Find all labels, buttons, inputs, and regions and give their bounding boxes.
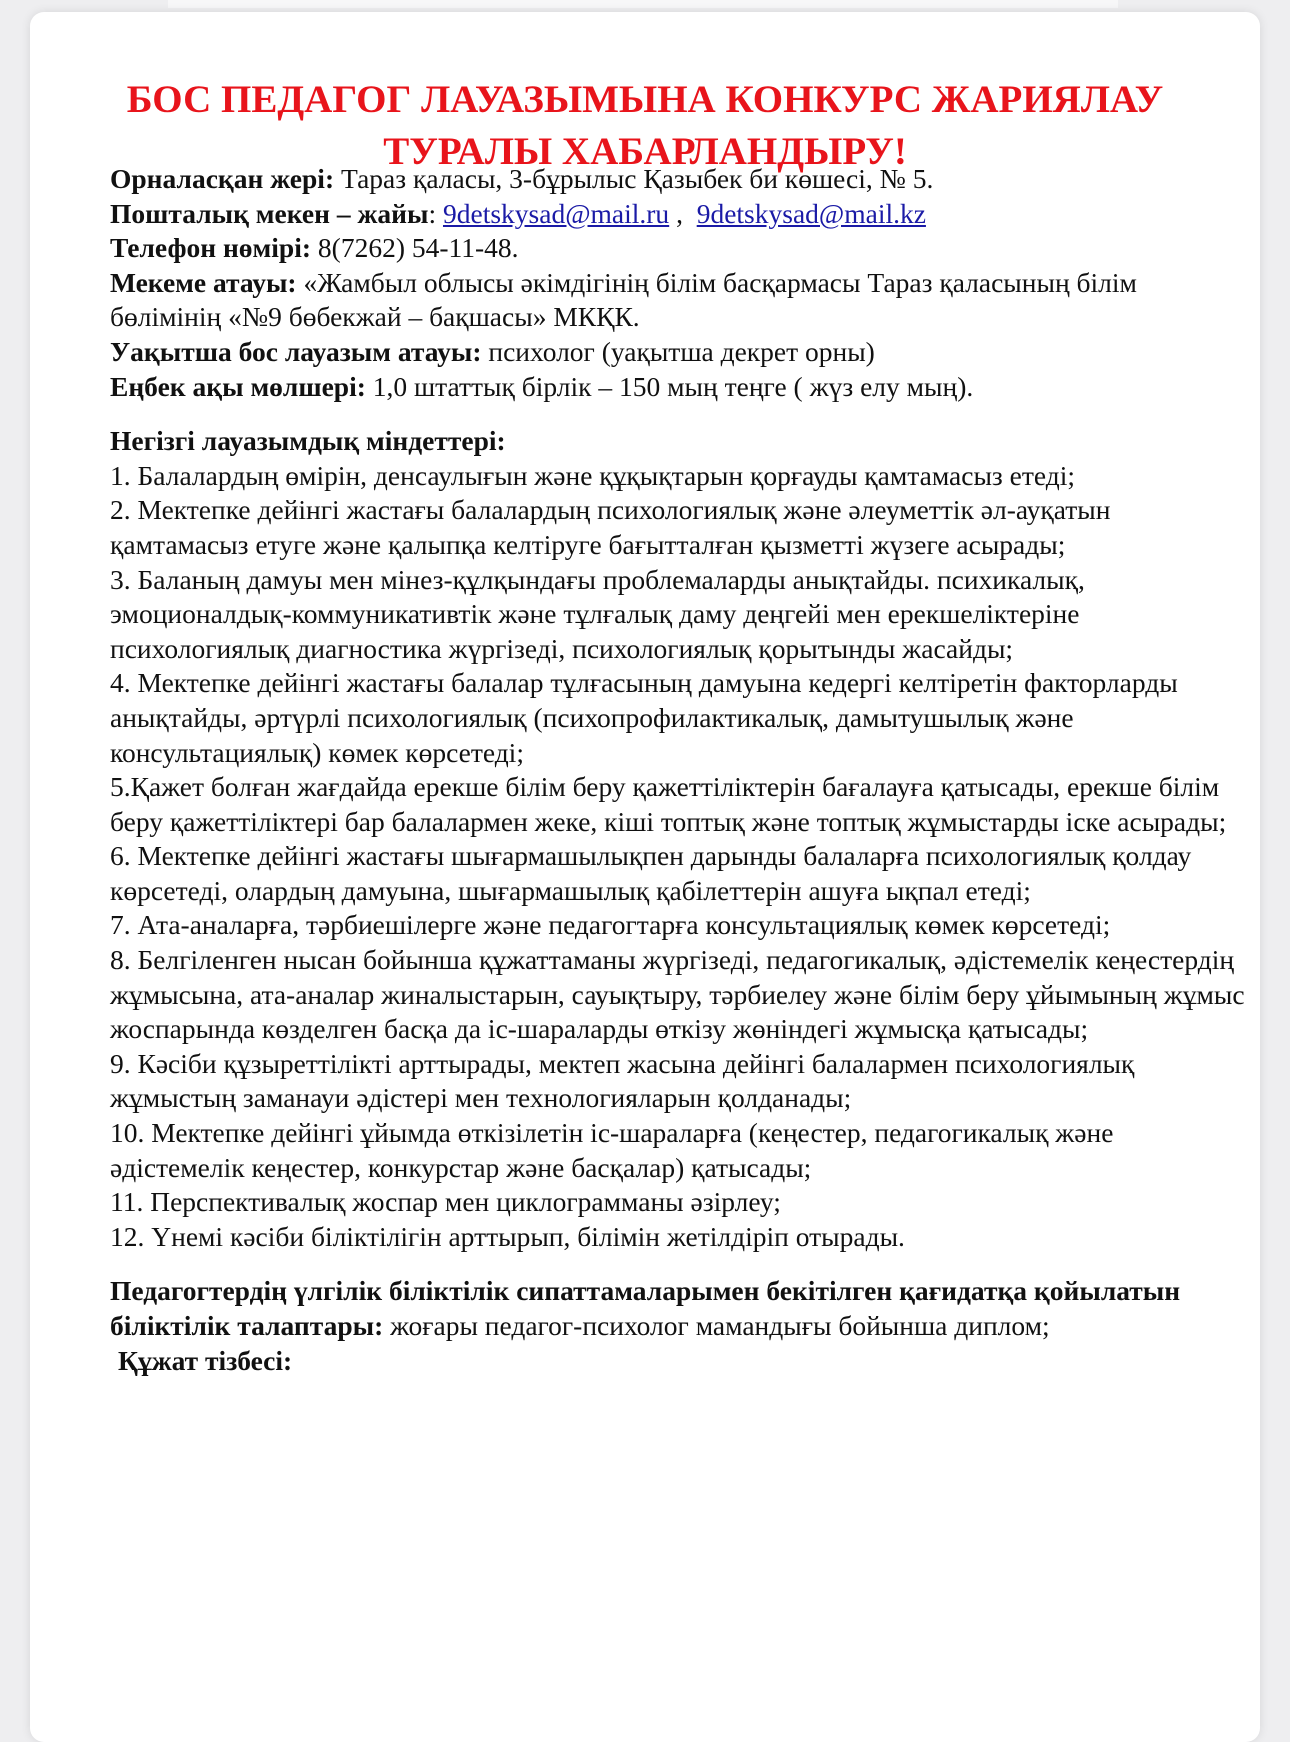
position-line [110,335,1250,370]
institution-line [110,266,1250,335]
documents-heading: Құжат тізбесі: [118,1344,293,1376]
email-link-kz[interactable]: 9detskysad@mail.kz [696,197,926,229]
duty-item-9: 9. Кәсіби құзыреттілікті арттырады, мектеп жасына дейінгі балалармен психологиялық жұмыстың заманауи әдістері мен технологияларын қолданады; [110,1047,1135,1114]
duty-item-3: 3. Баланың дамуы мен мінез-құлқындағы проблемаларды анықтайды. психикалық, эмоционалдық-коммуникативтік және тұлғалық даму деңгейі мен ерекшеліктеріне психологиялық диагностика жүргізеді, психологиялық қорытынды жасайды; [110,563,1085,664]
duty-item-12: 12. Үнемі кәсіби біліктілігін арттырып, білімін жетілдіріп отырады. [110,1220,905,1252]
location-value: Тараз қаласы, 3-бұрылыс Қазыбек би көшесі, № 5. [334,163,934,194]
institution-label: Мекеме атауы: [110,266,297,298]
duty-item-4: 4. Мектепке дейінгі жастағы балалар тұлғасының дамуына кедергі келтіретін факторларды анықтайды, әртүрлі психологиялық (психопрофилактикалық, дамытушылық және консультациялық) көмек көрсетеді; [110,667,1178,768]
duty-item-7: 7. Ата-аналарға, тәрбиешілерге және педагогтарға консультациялық көмек көрсетеді; [110,909,1111,941]
duty-item-1: 1. Балалардың өмірін, денсаулығын және құқықтарын қорғауды қамтамасыз етеді; [110,459,1075,491]
spacer [110,1254,1250,1274]
postal-line [110,197,1250,232]
email-link-ru[interactable]: 9detskysad@mail.ru [442,197,670,229]
duty-item-2: 2. Мектепке дейінгі жастағы балалардың психологиялық және әлеуметтік әл-ауқатын қамтамасыз етуге және қалыпқа келтіруге бағытталған қызметті жүзеге асырады; [110,494,1111,560]
phone-label: Телефон нөмірі: [110,232,312,264]
position-value: психолог (уақытша декрет орны) [481,335,875,367]
postal-label: Пошталық мекен – жайы [110,197,429,229]
title-line-1: БОС ПЕДАГОГ ЛАУАЗЫМЫНА КОНКУРС ЖАРИЯЛАУ [126,78,1164,121]
duty-item-6: 6. Мектепке дейінгі жастағы шығармашылықпен дарынды балаларға психологиялық қолдау көрсетеді, олардың дамуына, шығармашылық қабілеттерін ашуға ықпал етеді; [110,840,1192,906]
institution-value: «Жамбыл облысы әкімдігінің білім басқармасы Тараз қаласының білім бөлімінің «№9 бөбекжай – бақшасы» МКҚК. [110,266,1137,333]
phone-line [110,231,1250,266]
spacer [110,404,1250,424]
email-separator: , [669,197,697,229]
duty-item-5: 5.Қажет болған жағдайда ерекше білім беру қажеттіліктерін бағалауға қатысады, ерекше білім беру қажеттіліктері бар балалармен жеке, кіші топтық және топтық жұмыстарды іске асырады; [110,771,1227,837]
location-line [110,162,1250,197]
document-body [110,162,1250,1378]
duty-item-11: 11. Перспективалық жоспар мен циклограмманы әзірлеу; [110,1186,781,1218]
background-strip [168,0,1118,8]
location-label: Орналасқан жері: [110,163,335,194]
salary-label: Еңбек ақы мөлшері: [110,370,366,402]
duty-item-10: 10. Мектепке дейінгі ұйымда өткізілетін іс-шараларға (кеңестер, педагогикалық және әдістемелік кеңестер, конкурстар және басқалар) қатысады; [110,1117,1114,1183]
document-page [30,12,1260,1742]
position-label: Уақытша бос лауазым атауы: [110,335,482,367]
requirements-value: жоғары педагог-психолог мамандығы бойынша диплом; [383,1310,1050,1341]
salary-line [110,370,1250,405]
title-line-2: ТУРАЛЫ ХАБАРЛАНДЫРУ! [383,130,907,173]
postal-colon: : [428,197,443,229]
salary-value: 1,0 штаттық бірлік – 150 мың теңге ( жүз елу мың). [365,370,974,402]
phone-value: 8(7262) 54-11-48. [311,232,519,264]
duties-heading: Негізгі лауазымдық міндеттері: [110,425,506,457]
requirements-label: Педагогтердің үлгілік біліктілік сипаттамаларымен бекітілген қағидатқа қойылатын біліктілік талаптары: [110,1275,1181,1341]
duty-item-8: 8. Белгіленген нысан бойынша құжаттаманы жүргізеді, педагогикалық, әдістемелік кеңестердің жұмысына, ата-аналар жиналыстарын, сауықтыру, тәрбиелеу және білім беру ұйымының жұмыс жоспарында көзделген басқа да іс-шараларды өткізу жөніндегі жұмысқа қатысады; [110,944,1245,1045]
requirements-paragraph [110,1274,1250,1343]
